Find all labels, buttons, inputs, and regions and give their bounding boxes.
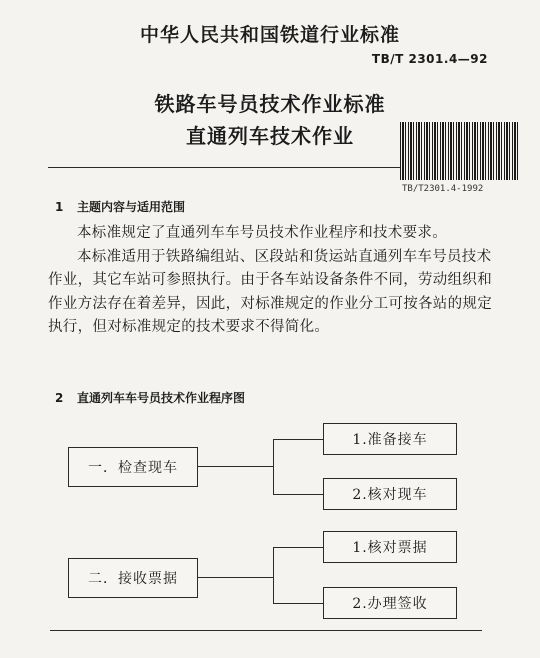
document-subtitle: 直通列车技术作业 xyxy=(186,124,354,148)
connector-line xyxy=(198,577,274,578)
connector-line xyxy=(273,439,274,494)
footer-divider xyxy=(50,630,482,631)
document-title: 铁路车号员技术作业标准 xyxy=(154,92,386,116)
substep-sign-receipt: 2.办理签收 xyxy=(323,587,457,619)
substep-prepare-receive: 1.准备接车 xyxy=(323,423,457,455)
substep-verify-documents: 1.核对票据 xyxy=(323,531,457,563)
connector-line xyxy=(273,547,323,548)
section-1-title: 主题内容与适用范围 xyxy=(77,200,186,214)
section-2-number: 2 xyxy=(55,391,64,405)
connector-line xyxy=(273,494,323,495)
barcode-label: TB/T2301.4-1992 xyxy=(402,184,484,194)
connector-line xyxy=(273,547,274,603)
connector-line xyxy=(198,466,274,467)
step-receive-documents: 二．接收票据 xyxy=(68,558,198,598)
standard-code: TB/T 2301.4—92 xyxy=(371,52,488,66)
step-check-cars: 一．检查现车 xyxy=(68,447,198,487)
section-1-paragraph: 本标准规定了直通列车车号员技术作业程序和技术要求。 xyxy=(77,225,447,241)
standard-name: 中华人民共和国铁道行业标准 xyxy=(139,24,400,46)
substep-verify-cars: 2.核对现车 xyxy=(323,478,457,510)
connector-line xyxy=(273,439,323,440)
section-1-paragraph: 本标准适用于铁路编组站、区段站和货运站直通列车车号员技术作业，其它车站可参照执行。由于各车站设备条件不同，劳动组织和作业方法存在着差异，因此，对标准规定的作业分工可按各站的规定执行，但对标准规定的技术要求不得简化。 xyxy=(48,248,492,335)
section-2-title: 直通列车车号员技术作业程序图 xyxy=(77,391,246,405)
section-1-number: 1 xyxy=(55,200,64,214)
connector-line xyxy=(273,603,323,604)
